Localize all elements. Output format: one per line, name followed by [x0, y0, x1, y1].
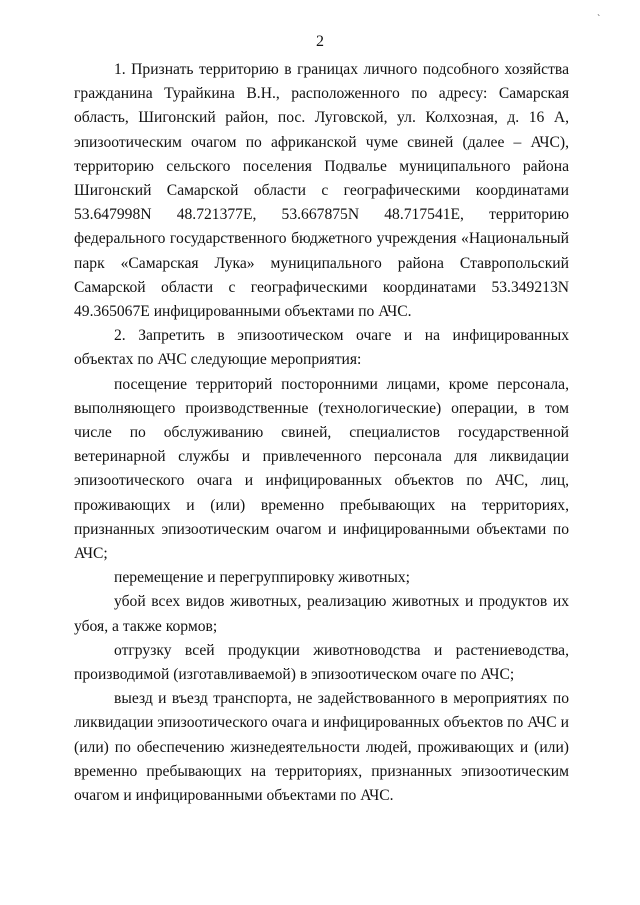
paragraph-1-territory-designation: 1. Признать территорию в границах личного подсобного хозяйства гражданина Турайкина В.Н., расположенного по адресу: Самарская область, Шигонский район, пос. Луговской, ул. Колхозная, д. 16 А, эпизоотическим очагом по африканской чуме свиней (далее – АЧС), территорию сельского поселения Подвалье муниципального района Шигонский Самарской области с географическими координатами 53.647998N 48.721377E, 53.667875N 48.717541E, территорию федерального государственного бюджетного учреждения «Национальный парк «Самарская Лука» муниципального района Ставропольский Самарской области с географическими координатами 53.349213N 49.365067E инфицированными объектами по АЧС. [74, 61, 569, 321]
prohibition-slaughter-sale: убой всех видов животных, реализацию животных и продуктов их убоя, а также кормов; [74, 593, 569, 635]
page-number: 2 [316, 33, 324, 50]
prohibition-transport-entry-exit: выезд и въезд транспорта, не задействованного в мероприятиях по ликвидации эпизоотического очага и инфицированных объектов по АЧС и (или) по обеспечению жизнедеятельности людей, проживающих и (или) временно пребывающих на территориях, признанных эпизоотическим очагом и инфицированными объектами по АЧС. [74, 690, 569, 805]
document-body [74, 58, 569, 808]
prohibition-visiting-territories: посещение территорий посторонними лицами, кроме персонала, выполняющего производственные (технологические) операции, в том числе по обслуживанию свиней, специалистов государственной ветеринарной службы и привлеченного персонала для ликвидации эпизоотического очага и инфицированных объектов по АЧС, лиц, проживающих и (или) временно пребывающих на территориях, признанных эпизоотическим очагом и инфицированными объектами по АЧС; [74, 375, 569, 563]
paragraph-2-prohibitions-intro: 2. Запретить в эпизоотическом очаге и на инфицированных объектах по АЧС следующие мероприятия: [74, 327, 569, 369]
prohibition-product-shipment: отгрузку всей продукции животноводства и растениеводства, производимой (изготавливаемой) в эпизоотическом очаге по АЧС; [74, 641, 569, 684]
scan-mark: ˋ [597, 14, 601, 25]
prohibition-animal-movement: перемещение и перегруппировку животных; [114, 569, 410, 587]
